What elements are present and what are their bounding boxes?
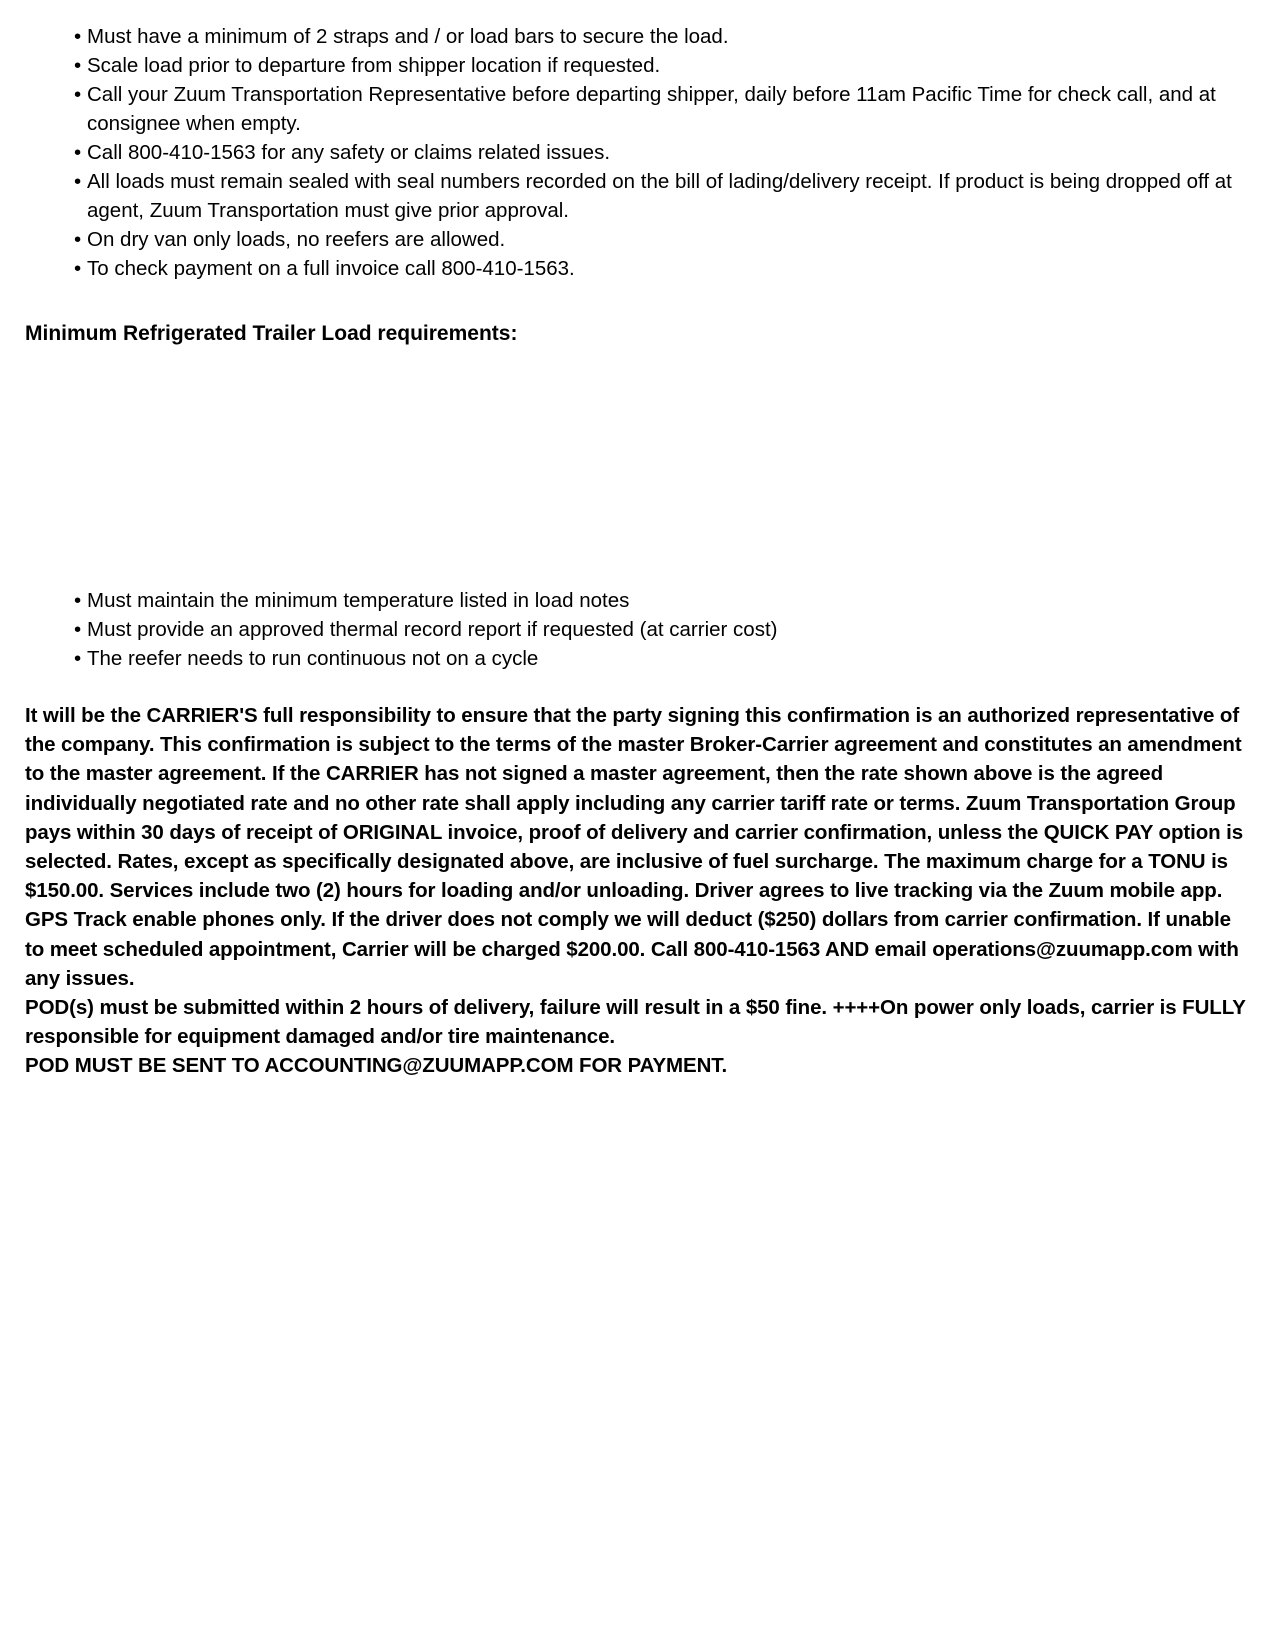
list-item: • Must provide an approved thermal record report if requested (at carrier cost) [74, 615, 1234, 644]
list-item: • Scale load prior to departure from shipper location if requested. [74, 51, 1234, 80]
terms-paragraph: It will be the CARRIER'S full responsibility to ensure that the party signing this confirmation is an authorized representative of the company. This confirmation is subject to the terms of the master Broker-Carrier agreement and constitutes an amendment to the master agreement. If the CARRIER has not signed a master agreement, then the rate shown above is the agreed individually negotiated rate and no other rate shall apply including any carrier tariff rate or terms. Zuum Transportation Group pays within 30 days of receipt of ORIGINAL invoice, proof of delivery and carrier confirmation, unless the QUICK PAY option is selected. Rates, except as specifically designated above, are inclusive of fuel surcharge. The maximum charge for a TONU is $150.00. Services include two (2) hours for loading and/or unloading. Driver agrees to live tracking via the Zuum mobile app. GPS Track enable phones only. If the driver does not comply we will deduct ($250) dollars from carrier confirmation. If unable to meet scheduled appointment, Carrier will be charged $200.00. Call 800-410-1563 AND email operations@zuumapp.com with any issues. [25, 704, 1244, 990]
general-requirements-list [74, 22, 1234, 283]
payment-instruction: POD MUST BE SENT TO ACCOUNTING@ZUUMAPP.COM FOR PAYMENT. [25, 1054, 728, 1078]
list-item: • The reefer needs to run continuous not on a cycle [74, 644, 1234, 673]
list-item: • All loads must remain sealed with seal numbers recorded on the bill of lading/delivery receipt. If product is being dropped off at agent, Zuum Transportation must give prior approval. [74, 167, 1234, 225]
pod-terms-paragraph: POD(s) must be submitted within 2 hours of delivery, failure will result in a $50 fine. ++++On power only loads, carrier is FULLY responsible for equipment damaged and/or tire maintenance. [25, 996, 1246, 1049]
reefer-requirements-heading: Minimum Refrigerated Trailer Load requirements: [25, 322, 518, 345]
list-item: • To check payment on a full invoice call 800-410-1563. [74, 254, 1234, 283]
list-item: • Call your Zuum Transportation Representative before departing shipper, daily before 11am Pacific Time for check call, and at consignee when empty. [74, 80, 1234, 138]
reefer-requirements-list [74, 586, 1234, 673]
list-item: • Call 800-410-1563 for any safety or claims related issues. [74, 138, 1234, 167]
list-item: • Must maintain the minimum temperature listed in load notes [74, 586, 1234, 615]
list-item: • Must have a minimum of 2 straps and / or load bars to secure the load. [74, 22, 1234, 51]
list-item: • On dry van only loads, no reefers are allowed. [74, 225, 1234, 254]
terms-section [25, 701, 1255, 1081]
